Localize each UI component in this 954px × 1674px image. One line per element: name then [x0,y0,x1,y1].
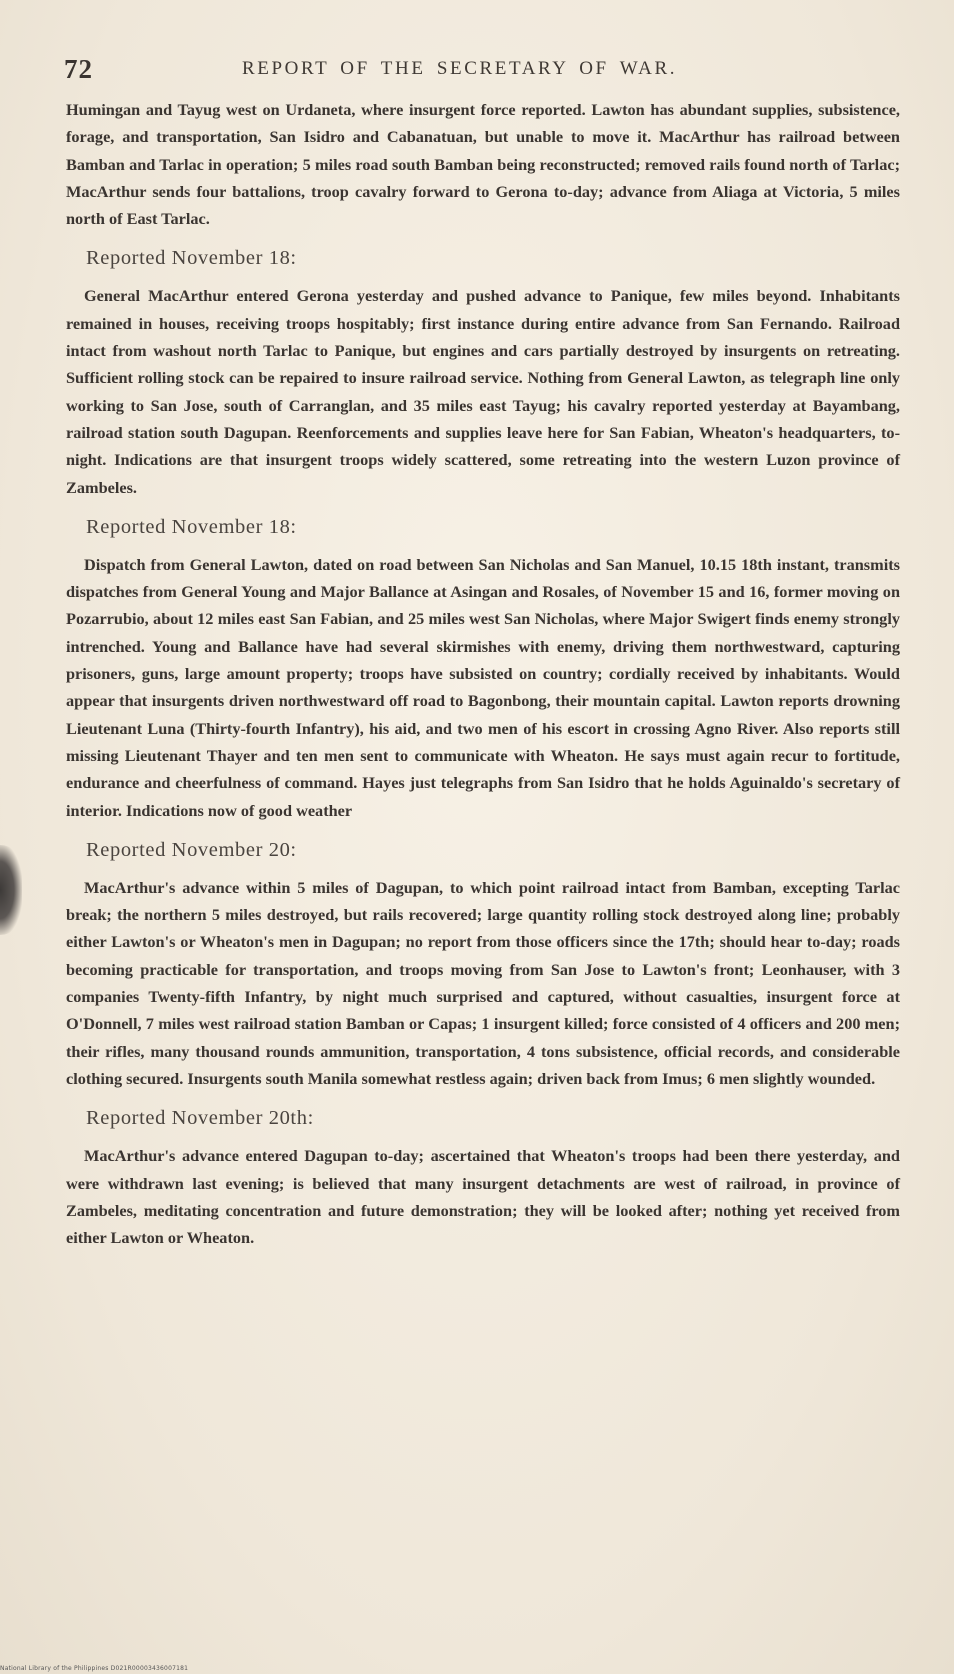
running-head: REPORT OF THE SECRETARY OF WAR. [242,58,678,79]
scan-thumb-shadow [0,845,22,935]
intro-paragraph: Humingan and Tayug west on Urdaneta, where insurgent force reported. Lawton has abundant supplies, subsistence, forage, and transportation, San Isidro and Cabanatuan, but unable to move it. MacArthur has railroad between Bamban and Tarlac in operation; 5 miles road south Bamban being reconstructed; removed rails found north of Tarlac; MacArthur sends four battalions, troop cavalry forward to Gerona to-day; advance from Aliaga at Victoria, 5 miles north of East Tarlac. [66,100,900,229]
section-paragraph: MacArthur's advance within 5 miles of Dagupan, to which point railroad intact from Bamban, excepting Tarlac break; the northern 5 miles destroyed, but rails recovered; large quantity rolling stock destroyed along line; probably either Lawton's or Wheaton's men in Dagupan; no report from those officers since the 17th; should hear to-day; roads becoming practicable for transportation, and troops moving from San Jose to Lawton's front; Leonhauser, with 3 companies Twenty-fifth Infantry, by night much surprised and captured, without casualties, insurgent force at O'Donnell, 7 miles west railroad station Bamban or Capas; 1 insurgent killed; force consisted of 4 officers and 200 men; their rifles, many thousand rounds ammunition, transportation, 4 tons subsistence, official records, and considerable clothing secured. Insurgents south Manila somewhat restless again; driven back from Imus; 6 men slightly wounded. [66,877,900,1088]
section-paragraph: MacArthur's advance entered Dagupan to-day; ascertained that Wheaton's troops had been there yesterday, and were withdrawn last evening; is believed that many insurgent detachments are west of railroad, in province of Zambeles, meditating concentration and future demonstration; they will be looked after; nothing yet received from either Lawton or Wheaton. [66,1146,900,1248]
section-heading: Reported November 20: [86,838,297,861]
section-heading: Reported November 20th: [86,1107,314,1130]
scan-credit: National Library of the Philippines D021R00003436007181 [0,1665,189,1672]
page-content [66,96,900,1251]
section-paragraph: General MacArthur entered Gerona yesterday and pushed advance to Panique, few miles beyond. Inhabitants remained in houses, receiving troops hospitably; first instance during entire advance from San Fernando. Railroad intact from washout north Tarlac to Panique, but engines and cars partially destroyed by insurgents on retreating. Sufficient rolling stock can be repaired to insure railroad service. Nothing from General Lawton, as telegraph line only working to San Jose, south of Carranglan, and 35 miles east Tayug; his cavalry reported yesterday at Bayambang, railroad station south Dagupan. Reenforcements and supplies leave here for San Fabian, Wheaton's headquarters, to-night. Indications are that insurgent troops widely scattered, some retreating into the western Luzon province of Zambeles. [66,286,900,497]
section-heading: Reported November 18: [86,247,297,270]
section-paragraph: Dispatch from General Lawton, dated on road between San Nicholas and San Manuel, 10.15 18th instant, transmits dispatches from General Young and Major Ballance at Asingan and Rosales, of November 15 and 16, former moving on Pozarrubio, about 12 miles east San Fabian, and 25 miles west San Nicholas, where Major Swigert finds enemy strongly intrenched. Young and Ballance have had several skirmishes with enemy, driving them northwestward, capturing prisoners, guns, large amount property; troops have subsisted on country; cordially received by inhabitants. Would appear that insurgents driven northwestward off road to Bagonbong, their mountain capital. Lawton reports drowning Lieutenant Luna (Thirty-fourth Infantry), his aid, and two men of his escort in crossing Agno River. Also reports still missing Lieutenant Thayer and ten men sent to communicate with Wheaton. He says must again recur to fortitude, endurance and cheerfulness of command. Hayes just telegraphs from San Isidro that he holds Aguinaldo's secretary of interior. Indications now of good weather [66,554,900,820]
section-heading: Reported November 18: [86,515,297,538]
page-number: 72 [64,54,93,84]
page-header [62,50,902,90]
